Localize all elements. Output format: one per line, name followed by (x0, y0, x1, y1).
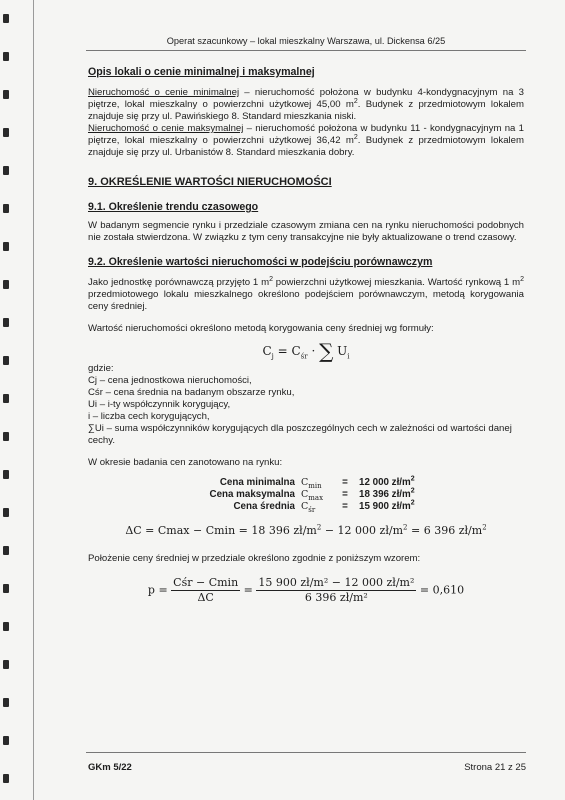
binding-hole (3, 508, 9, 517)
binding-hole (3, 128, 9, 137)
min-price-label: Nieruchomość o cenie minimalnej (88, 87, 240, 98)
fraction-symbolic: $\frac{\text{Cśr − Cmin}}{\Delta C}$ (173, 576, 239, 604)
section-9-2-text: Jako jednostkę porównawczą przyjęto 1 $m^2$ powierzchni użytkowej mieszkania. Wartość rynkową 1 $m^2$ przedmiotowego lokalu mieszkalnego określono podejściem porównawczym, metodą korygowania ceny średniej. (88, 275, 524, 312)
legend-line: Cj – cena jednostkowa nieruchomości, (88, 375, 252, 386)
binding-hole (3, 736, 9, 745)
binding-hole (3, 204, 9, 213)
binding-hole (3, 622, 9, 631)
binding-hole (3, 432, 9, 441)
fraction-numeric: $\frac{\text{15 900 zł/m² − 12 000 zł/m²}}{\text{6 396 zł/m²}}$ (258, 576, 415, 604)
max-price-label: Nieruchomość o cenie maksymalnej (88, 123, 244, 134)
position-text: Położenie ceny średniej w przedziale określono zgodnie z poniższym wzorem: (88, 553, 421, 564)
method-text: Wartość nieruchomości określono metodą korygowania ceny średniej wg formuły: (88, 323, 434, 334)
legend-line: Ui – i-ty współczynnik korygujący, (88, 399, 231, 410)
binding-hole (3, 356, 9, 365)
table-row: Cena średnia $C_{śr}$ = 15 900 $zł/m^2$ (233, 499, 415, 514)
section-9-1-text: W badanym segmencie rynku i przedziale czasowym zmiana cen na rynku nieruchomości podobnych nie została stwierdzona. W związku z tym ceny transakcyjne nie były aktualizowane o trend czasowy. (88, 220, 524, 243)
max-price-description: Nieruchomość o cenie maksymalnej – nieruchomość położona w budynku 11 - kondygnacyjnym na 1 piętrze, lokal mieszkalny o powierzchni użytkowej 36,42 $m^2$. Budynek z przedmiotowym lokalem znajduje się przy ul. Urbanistów 8. Standard mieszkania dobry. (88, 123, 524, 158)
header-divider (86, 50, 526, 51)
binding-hole (3, 546, 9, 555)
page-number: Strona 21 z 25 (464, 762, 526, 773)
page-header: Operat szacunkowy – lokal mieszkalny Warszawa, ul. Dickensa 6/25 (166, 36, 446, 46)
where-label: gdzie: (88, 363, 114, 374)
legend-line: i – liczba cech korygujących, (88, 411, 210, 422)
section-9-1-heading: 9.1. Określenie trendu czasowego (88, 201, 259, 213)
binding-hole (3, 660, 9, 669)
binding-hole (3, 90, 9, 99)
binding-hole (3, 52, 9, 61)
position-formula: p = $\frac{\text{Cśr − Cmin}}{\Delta C}$ = $\frac{\text{15 900 zł/m² − 12 000 zł/m²}}{\text{6 396 zł/m²}}$ = 0,610 (147, 576, 465, 604)
table-row: Cena maksymalna $C_{max}$ = 18 396 $zł/m^2$ (209, 487, 415, 502)
delta-formula: ΔC = Cmax − Cmin = 18 396 $zł/m^2 - 12$ 000 $zł/m^2 = 6$ 396 $zł/m^2$ (125, 523, 487, 537)
section-9-heading: 9. OKREŚLENIE WARTOŚCI NIERUCHOMOŚCI (88, 176, 332, 188)
prices-intro: W okresie badania cen zanotowano na rynku: (88, 457, 283, 468)
legend-line: Cśr – cena średnia na badanym obszarze rynku, (88, 387, 295, 398)
binding-hole (3, 280, 9, 289)
page-content (88, 66, 524, 604)
footer-divider (86, 752, 526, 753)
binding-hole (3, 698, 9, 707)
min-max-heading: Opis lokali o cenie minimalnej i maksymalnej (88, 66, 315, 78)
binding-hole (3, 394, 9, 403)
price-table (203, 477, 421, 513)
unit-price-formula: $C_j = C_{śr}$ · ∑ $U_i$ (262, 339, 350, 363)
min-price-description: Nieruchomość o cenie minimalnej – nieruchomość położona w budynku 4-kondygnacyjnym na 3 piętrze, lokal mieszkalny o powierzchni użytkowej 45,00 $m^2$. Budynek z przedmiotowym lokalem znajduje się przy ul. Pawińskiego 8. Standard mieszkania niski. (88, 87, 524, 122)
table-row: Cena minimalna $C_{min}$ = 12 000 $zł/m^2$ (219, 475, 415, 490)
binding-hole (3, 318, 9, 327)
binding-hole (3, 166, 9, 175)
binding-hole (3, 584, 9, 593)
binding-hole (3, 242, 9, 251)
margin-line (33, 0, 34, 800)
footer-reference: GKm 5/22 (88, 762, 132, 773)
binding-hole (3, 774, 9, 783)
section-9-2-heading: 9.2. Określenie wartości nieruchomości w podejściu porównawczym (88, 256, 433, 268)
binding-hole (3, 470, 9, 479)
binding-hole (3, 14, 9, 23)
binding-strip (0, 0, 14, 800)
legend-line: ∑Ui – suma współczynników korygujących dla poszczególnych cech w zależności od wartości danej cechy. (88, 423, 512, 446)
